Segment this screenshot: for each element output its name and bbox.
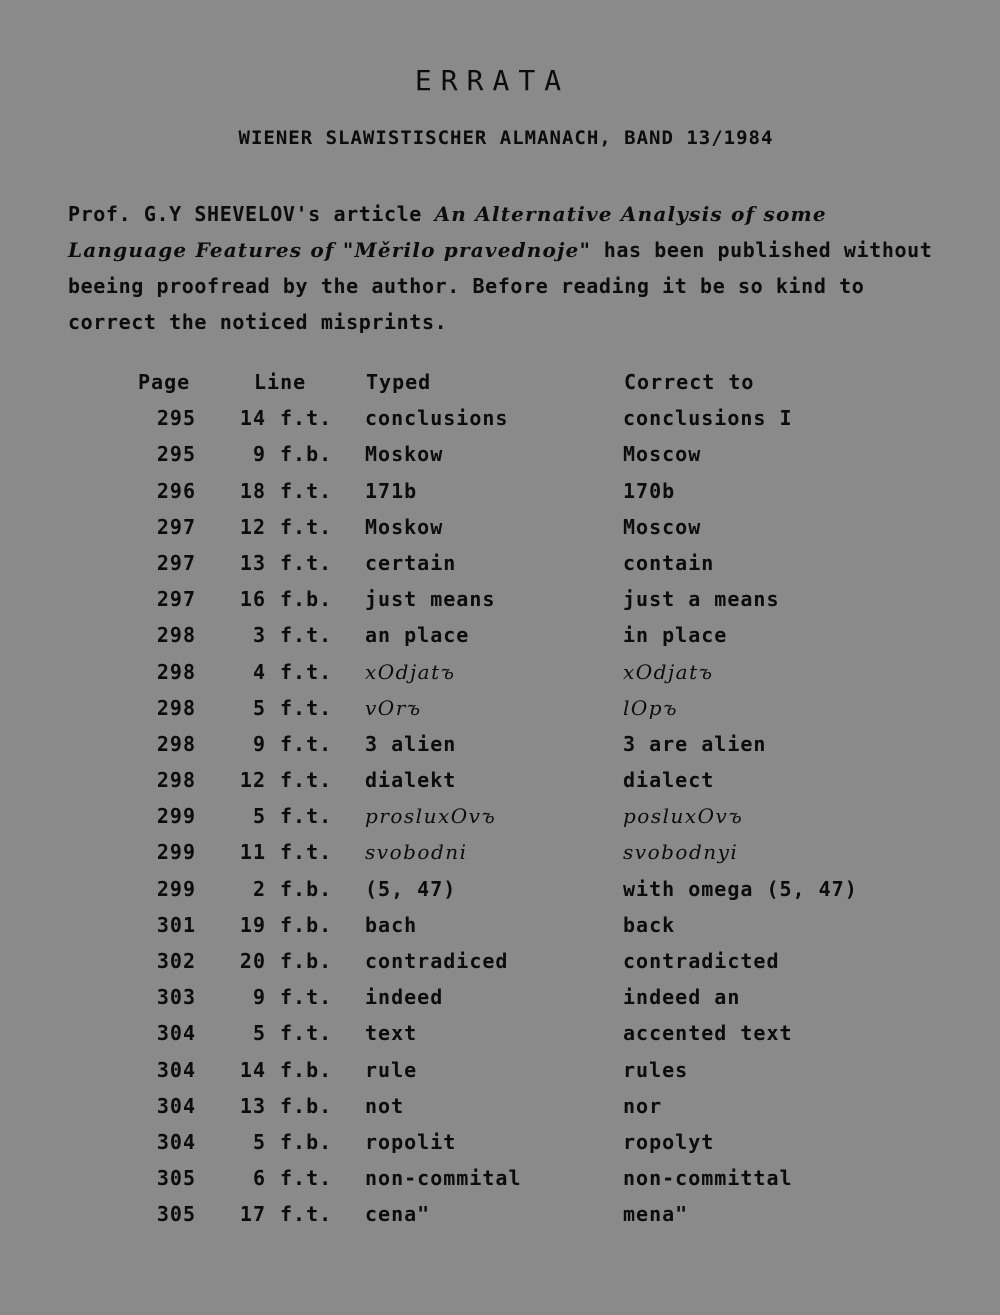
- cell-page: 304: [156, 1129, 196, 1154]
- intro-paragraph: [68, 196, 948, 340]
- cell-page: 301: [156, 912, 196, 937]
- cell-correct: Moscow: [623, 442, 702, 467]
- cell-correct: just a means: [623, 587, 780, 612]
- cell-position: f.t.: [280, 840, 333, 865]
- header-typed: Typed: [366, 370, 432, 394]
- cell-typed: dialekt: [365, 768, 457, 793]
- cell-page: 298: [156, 768, 196, 793]
- cell-line: 5: [252, 695, 266, 720]
- cell-position: f.t.: [280, 731, 333, 756]
- cell-typed: cena": [365, 1202, 431, 1227]
- cell-typed: not: [365, 1093, 405, 1118]
- cell-position: f.b.: [280, 587, 333, 612]
- cell-position: f.b.: [280, 1057, 333, 1082]
- cell-page: 303: [156, 985, 196, 1010]
- intro-lead: Prof. G.Y SHEVELOV's article: [68, 202, 435, 226]
- cell-typed: contradiced: [365, 949, 509, 973]
- cell-position: f.b.: [280, 912, 333, 937]
- cell-correct: xOdjatъ: [623, 659, 714, 684]
- cell-correct: contradicted: [623, 949, 780, 973]
- page-subtitle: WIENER SLAWISTISCHER ALMANACH, BAND 13/1984: [238, 127, 774, 149]
- cell-position: f.t.: [280, 550, 333, 575]
- cell-position: f.t.: [280, 768, 333, 793]
- cell-typed: svobodni: [365, 840, 468, 865]
- cell-page: 298: [156, 695, 196, 720]
- cell-correct: non-committal: [623, 1166, 793, 1191]
- cell-typed: certain: [365, 550, 457, 575]
- cell-line: 6: [252, 1166, 266, 1191]
- cell-page: 297: [156, 550, 196, 575]
- cell-correct: rules: [623, 1057, 689, 1082]
- cell-page: 299: [156, 804, 196, 829]
- cell-line: 14: [239, 406, 266, 431]
- cell-position: f.t.: [280, 985, 333, 1010]
- header-page: Page: [138, 370, 191, 394]
- cell-page: 298: [156, 659, 196, 684]
- cell-correct: 3 are alien: [623, 731, 767, 756]
- cell-page: 298: [156, 731, 196, 756]
- intro-rest: has been published without beeing proofread by the author. Before reading it be so kind to correct the noticed misprints.: [68, 238, 933, 334]
- cell-page: 297: [156, 587, 196, 612]
- cell-typed: xOdjatъ: [365, 659, 456, 684]
- cell-correct: 170b: [623, 478, 676, 503]
- cell-correct: accented text: [623, 1021, 793, 1046]
- cell-typed: 3 alien: [365, 731, 457, 756]
- cell-line: 11: [239, 840, 266, 865]
- cell-line: 16: [239, 587, 266, 612]
- cell-position: f.t.: [280, 659, 333, 684]
- header-line: Line: [254, 370, 307, 394]
- cell-typed: text: [365, 1021, 418, 1046]
- cell-page: 295: [156, 406, 196, 431]
- cell-typed: non-commital: [365, 1166, 522, 1191]
- cell-line: 5: [252, 1129, 266, 1154]
- cell-correct: posluxOvъ: [623, 804, 744, 829]
- cell-line: 20: [239, 949, 266, 973]
- cell-line: 9: [252, 442, 266, 467]
- cell-typed: Moskow: [365, 442, 444, 467]
- cell-correct: nor: [623, 1093, 663, 1118]
- cell-position: f.t.: [280, 406, 333, 431]
- cell-line: 17: [239, 1202, 266, 1227]
- cell-page: 304: [156, 1021, 196, 1046]
- cell-page: 305: [156, 1202, 196, 1227]
- cell-position: f.t.: [280, 1166, 333, 1191]
- cell-typed: (5, 47): [365, 876, 457, 901]
- cell-correct: in place: [623, 623, 728, 648]
- cell-line: 4: [252, 659, 266, 684]
- cell-page: 299: [156, 876, 196, 901]
- cell-position: f.t.: [280, 695, 333, 720]
- cell-page: 295: [156, 442, 196, 467]
- cell-line: 13: [239, 1093, 266, 1118]
- page-title: ERRATA: [414, 64, 571, 97]
- cell-typed: vOrъ: [365, 695, 422, 720]
- cell-position: f.t.: [280, 514, 333, 539]
- cell-line: 5: [252, 1021, 266, 1046]
- cell-position: f.t.: [280, 804, 333, 829]
- cell-typed: conclusions: [365, 406, 509, 431]
- cell-page: 296: [156, 478, 196, 503]
- cell-line: 3: [252, 623, 266, 648]
- cell-line: 13: [239, 550, 266, 575]
- cell-correct: Moscow: [623, 514, 702, 539]
- cell-position: f.b.: [280, 876, 333, 901]
- cell-page: 297: [156, 514, 196, 539]
- cell-typed: ropolit: [365, 1129, 457, 1154]
- cell-correct: indeed an: [623, 985, 741, 1010]
- cell-line: 12: [239, 768, 266, 793]
- cell-line: 14: [239, 1057, 266, 1082]
- cell-page: 302: [156, 949, 196, 973]
- cell-line: 9: [252, 985, 266, 1010]
- cell-correct: conclusions I: [623, 406, 793, 431]
- cell-position: f.t.: [280, 1202, 333, 1227]
- cell-correct: back: [623, 912, 676, 937]
- cell-line: 5: [252, 804, 266, 829]
- cell-typed: 171b: [365, 478, 418, 503]
- cell-position: f.b.: [280, 949, 333, 973]
- cell-line: 9: [252, 731, 266, 756]
- cell-typed: rule: [365, 1057, 418, 1082]
- header-correct: Correct to: [624, 370, 755, 394]
- cell-typed: bach: [365, 912, 418, 937]
- cell-position: f.b.: [280, 1129, 333, 1154]
- cell-position: f.t.: [280, 1021, 333, 1046]
- cell-page: 305: [156, 1166, 196, 1191]
- cell-correct: lOpъ: [623, 695, 678, 720]
- cell-correct: svobodnyi: [623, 840, 739, 865]
- cell-typed: prosluxOvъ: [365, 804, 497, 829]
- cell-line: 19: [239, 912, 266, 937]
- cell-position: f.t.: [280, 478, 333, 503]
- cell-typed: Moskow: [365, 514, 444, 539]
- cell-correct: dialect: [623, 768, 715, 793]
- cell-line: 2: [252, 876, 266, 901]
- article-title: An Alternative Analysis of some Language Features of "Měrilo pravednoje": [68, 202, 827, 262]
- cell-page: 304: [156, 1093, 196, 1118]
- cell-position: f.b.: [280, 442, 333, 467]
- cell-correct: mena": [623, 1202, 689, 1227]
- cell-line: 12: [239, 514, 266, 539]
- cell-position: f.t.: [280, 623, 333, 648]
- cell-typed: an place: [365, 623, 470, 648]
- cell-typed: just means: [365, 587, 496, 612]
- cell-typed: indeed: [365, 985, 444, 1010]
- cell-correct: ropolyt: [623, 1129, 715, 1154]
- cell-page: 304: [156, 1057, 196, 1082]
- cell-line: 18: [239, 478, 266, 503]
- cell-correct: with omega (5, 47): [623, 876, 858, 901]
- cell-page: 299: [156, 840, 196, 865]
- cell-position: f.b.: [280, 1093, 333, 1118]
- cell-page: 298: [156, 623, 196, 648]
- cell-correct: contain: [623, 550, 715, 575]
